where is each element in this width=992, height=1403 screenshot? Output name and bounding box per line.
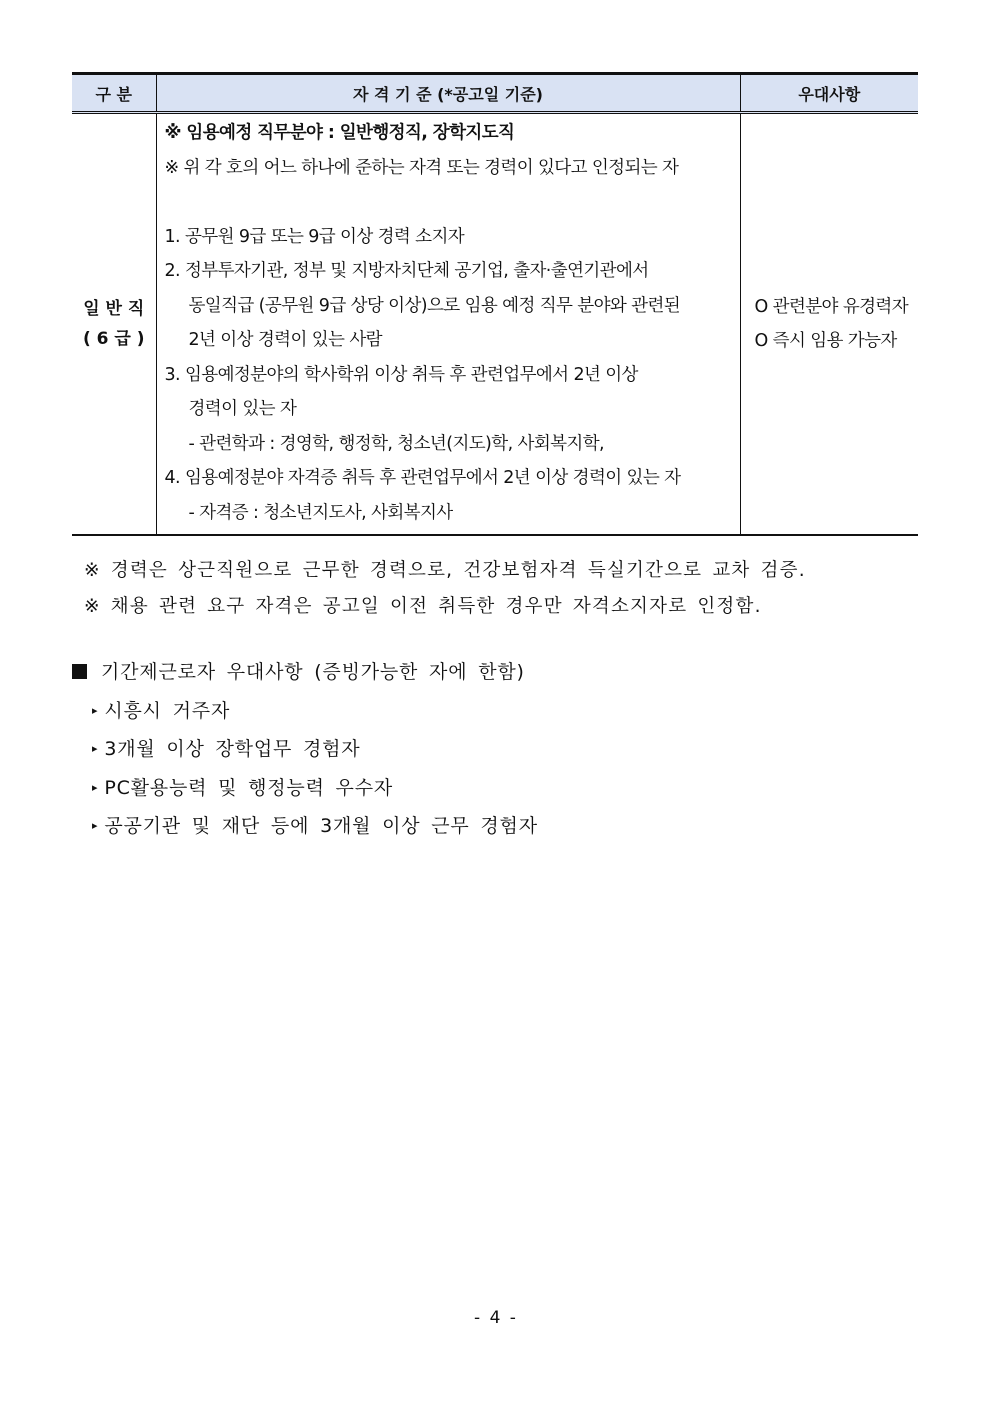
list-item — [72, 807, 538, 846]
table-header — [72, 74, 918, 113]
section-title — [72, 654, 538, 692]
list-item — [72, 769, 538, 808]
triangle-bullet-icon: ▸ — [92, 703, 99, 717]
header-criteria: 자 격 기 준 (*공고일 기준) — [156, 74, 740, 113]
category-line: 일 반 직 — [83, 299, 145, 319]
criteria-cell — [156, 113, 740, 536]
criteria-line: 2. 정부투자기관, 정부 및 지방자치단체 공기업, 출자·출연기관에서 — [164, 261, 649, 281]
category-cell — [72, 113, 156, 536]
list-item — [72, 730, 538, 769]
list-item-text: 시흥시 거주자 — [104, 699, 231, 722]
preferences-cell — [740, 113, 918, 536]
list-item-text: 공공기관 및 재단 등에 3개월 이상 근무 경험자 — [104, 815, 538, 837]
page-number: - 4 - — [474, 1308, 518, 1328]
triangle-bullet-icon: ▸ — [92, 780, 99, 794]
preference-item: O 관련분야 유경력자 — [754, 297, 909, 317]
square-bullet-icon — [72, 664, 87, 679]
triangle-bullet-icon: ▸ — [92, 742, 99, 755]
criteria-line: - 자격증 : 청소년지도사, 사회복지사 — [188, 502, 453, 523]
criteria-line: ※ 위 각 호의 어느 하나에 준하는 자격 또는 경력이 있다고 인정되는 자 — [164, 157, 679, 178]
criteria-line: 경력이 있는 자 — [188, 399, 297, 419]
list-item-text: 3개월 이상 장학업무 경험자 — [104, 738, 361, 760]
list-item-text: PC활용능력 및 행정능력 우수자 — [104, 776, 394, 799]
criteria-line: 3. 임용예정분야의 학사학위 이상 취득 후 관련업무에서 2년 이상 — [164, 364, 638, 385]
section-title-text: 기간제근로자 우대사항 (증빙가능한 자에 한함) — [101, 661, 525, 683]
note-item: ※ 경력은 상근직원으로 근무한 경력으로, 건강보험자격 득실기간으로 교차 검증. — [84, 560, 806, 581]
triangle-bullet-icon: ▸ — [92, 819, 99, 832]
criteria-line: 2년 이상 경력이 있는 사람 — [188, 330, 382, 350]
criteria-spacer — [165, 185, 740, 220]
note-item: ※ 채용 관련 요구 자격은 공고일 이전 취득한 경우만 자격소지자로 인정함. — [84, 596, 762, 617]
list-item — [72, 692, 538, 731]
notes — [84, 553, 806, 625]
header-category: 구 분 — [72, 74, 156, 113]
table-row — [72, 113, 918, 536]
criteria-line: - 관련학과 : 경영학, 행정학, 청소년(지도)학, 사회복지학, — [188, 433, 604, 454]
criteria-line: 동일직급 (공무원 9급 상당 이상)으로 임용 예정 직무 분야와 관련된 — [188, 295, 681, 316]
qualification-table — [72, 72, 918, 536]
category-grade: ( 6 급 ) — [82, 329, 145, 349]
preference-item: O 즉시 임용 가능자 — [754, 331, 897, 351]
criteria-line: 4. 임용예정분야 자격증 취득 후 관련업무에서 2년 이상 경력이 있는 자 — [164, 468, 681, 488]
criteria-line: 1. 공무원 9급 또는 9급 이상 경력 소지자 — [164, 226, 465, 247]
header-preferences: 우대사항 — [740, 74, 918, 113]
contract-preference-section — [72, 654, 538, 846]
criteria-list — [157, 114, 740, 530]
criteria-line: ※ 임용예정 직무분야 : 일반행정직, 장학지도직 — [164, 123, 515, 143]
